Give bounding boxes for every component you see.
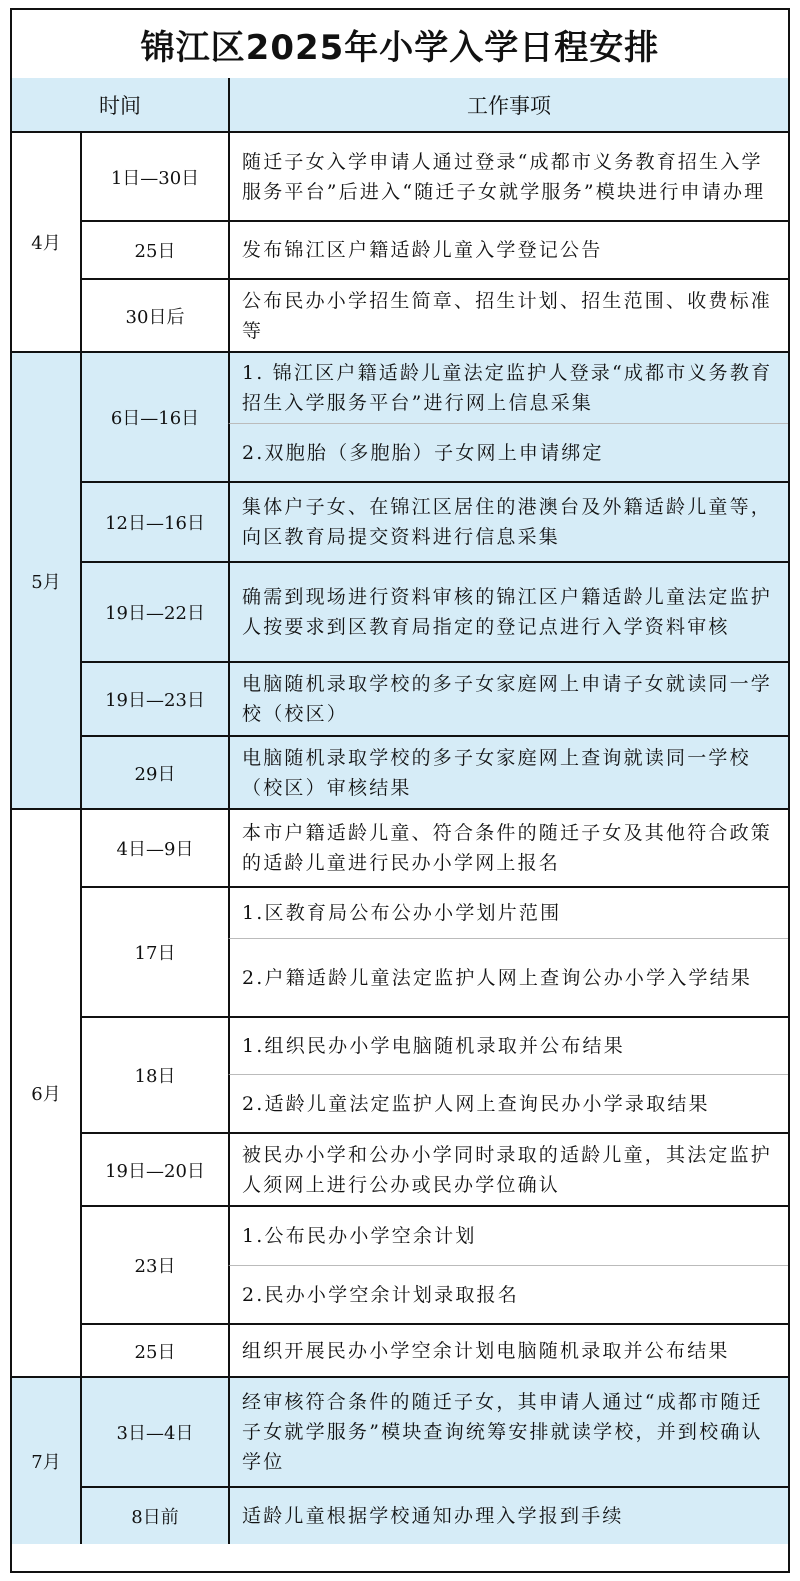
- task-cell: 电脑随机录取学校的多子女家庭网上申请子女就读同一学校（校区）: [228, 661, 788, 735]
- task-cell: 1.区教育局公布公办小学划片范围: [228, 886, 788, 938]
- header-time: 时间: [12, 78, 228, 133]
- task-cell: 随迁子女入学申请人通过登录“成都市义务教育招生入学服务平台”后进入“随迁子女就学服务”模块进行申请办理: [228, 133, 788, 220]
- date-cell: 25日: [80, 1323, 228, 1376]
- date-cell: 19日—23日: [80, 661, 228, 735]
- task-cell: 经审核符合条件的随迁子女，其申请人通过“成都市随迁子女就学服务”模块查询统筹安排就读学校，并到校确认学位: [228, 1376, 788, 1486]
- date-cell: 8日前: [80, 1486, 228, 1544]
- date-cell: 3日—4日: [80, 1376, 228, 1486]
- task-cell: 1. 锦江区户籍适龄儿童法定监护人登录“成都市义务教育招生入学服务平台”进行网上信息采集: [228, 351, 788, 423]
- task-cell: 组织开展民办小学空余计划电脑随机录取并公布结果: [228, 1323, 788, 1376]
- task-cell: 2.民办小学空余计划录取报名: [228, 1265, 788, 1323]
- month-cell: 4月: [12, 133, 80, 351]
- task-cell: 电脑随机录取学校的多子女家庭网上查询就读同一学校（校区）审核结果: [228, 735, 788, 808]
- task-cell: 集体户子女、在锦江区居住的港澳台及外籍适龄儿童等，向区教育局提交资料进行信息采集: [228, 481, 788, 561]
- task-cell: 公布民办小学招生简章、招生计划、招生范围、收费标准等: [228, 278, 788, 351]
- task-cell: 1.公布民办小学空余计划: [228, 1205, 788, 1265]
- task-cell: 2.适龄儿童法定监护人网上查询民办小学录取结果: [228, 1074, 788, 1132]
- schedule-document: [10, 8, 790, 1573]
- task-cell: 发布锦江区户籍适龄儿童入学登记公告: [228, 220, 788, 278]
- month-cell: 7月: [12, 1376, 80, 1544]
- date-cell: 12日—16日: [80, 481, 228, 561]
- date-cell: 25日: [80, 220, 228, 278]
- task-cell: 2.户籍适龄儿童法定监护人网上查询公办小学入学结果: [228, 938, 788, 1016]
- task-cell: 适龄儿童根据学校通知办理入学报到手续: [228, 1486, 788, 1544]
- month-cell: 5月: [12, 351, 80, 808]
- page-title: 锦江区2025年小学入学日程安排: [12, 10, 788, 80]
- date-cell: 29日: [80, 735, 228, 808]
- date-cell: 19日—20日: [80, 1132, 228, 1205]
- date-cell: 19日—22日: [80, 561, 228, 661]
- task-cell: 2.双胞胎（多胞胎）子女网上申请绑定: [228, 423, 788, 481]
- date-cell: 6日—16日: [80, 351, 228, 481]
- date-cell: 30日后: [80, 278, 228, 351]
- header-work: 工作事项: [228, 78, 788, 133]
- task-cell: 本市户籍适龄儿童、符合条件的随迁子女及其他符合政策的适龄儿童进行民办小学网上报名: [228, 808, 788, 886]
- month-cell: 6月: [12, 808, 80, 1376]
- task-cell: 确需到现场进行资料审核的锦江区户籍适龄儿童法定监护人按要求到区教育局指定的登记点进行入学资料审核: [228, 561, 788, 661]
- date-cell: 23日: [80, 1205, 228, 1323]
- date-cell: 1日—30日: [80, 133, 228, 220]
- date-cell: 4日—9日: [80, 808, 228, 886]
- date-cell: 17日: [80, 886, 228, 1016]
- task-cell: 1.组织民办小学电脑随机录取并公布结果: [228, 1016, 788, 1074]
- task-cell: 被民办小学和公办小学同时录取的适龄儿童，其法定监护人须网上进行公办或民办学位确认: [228, 1132, 788, 1205]
- date-cell: 18日: [80, 1016, 228, 1132]
